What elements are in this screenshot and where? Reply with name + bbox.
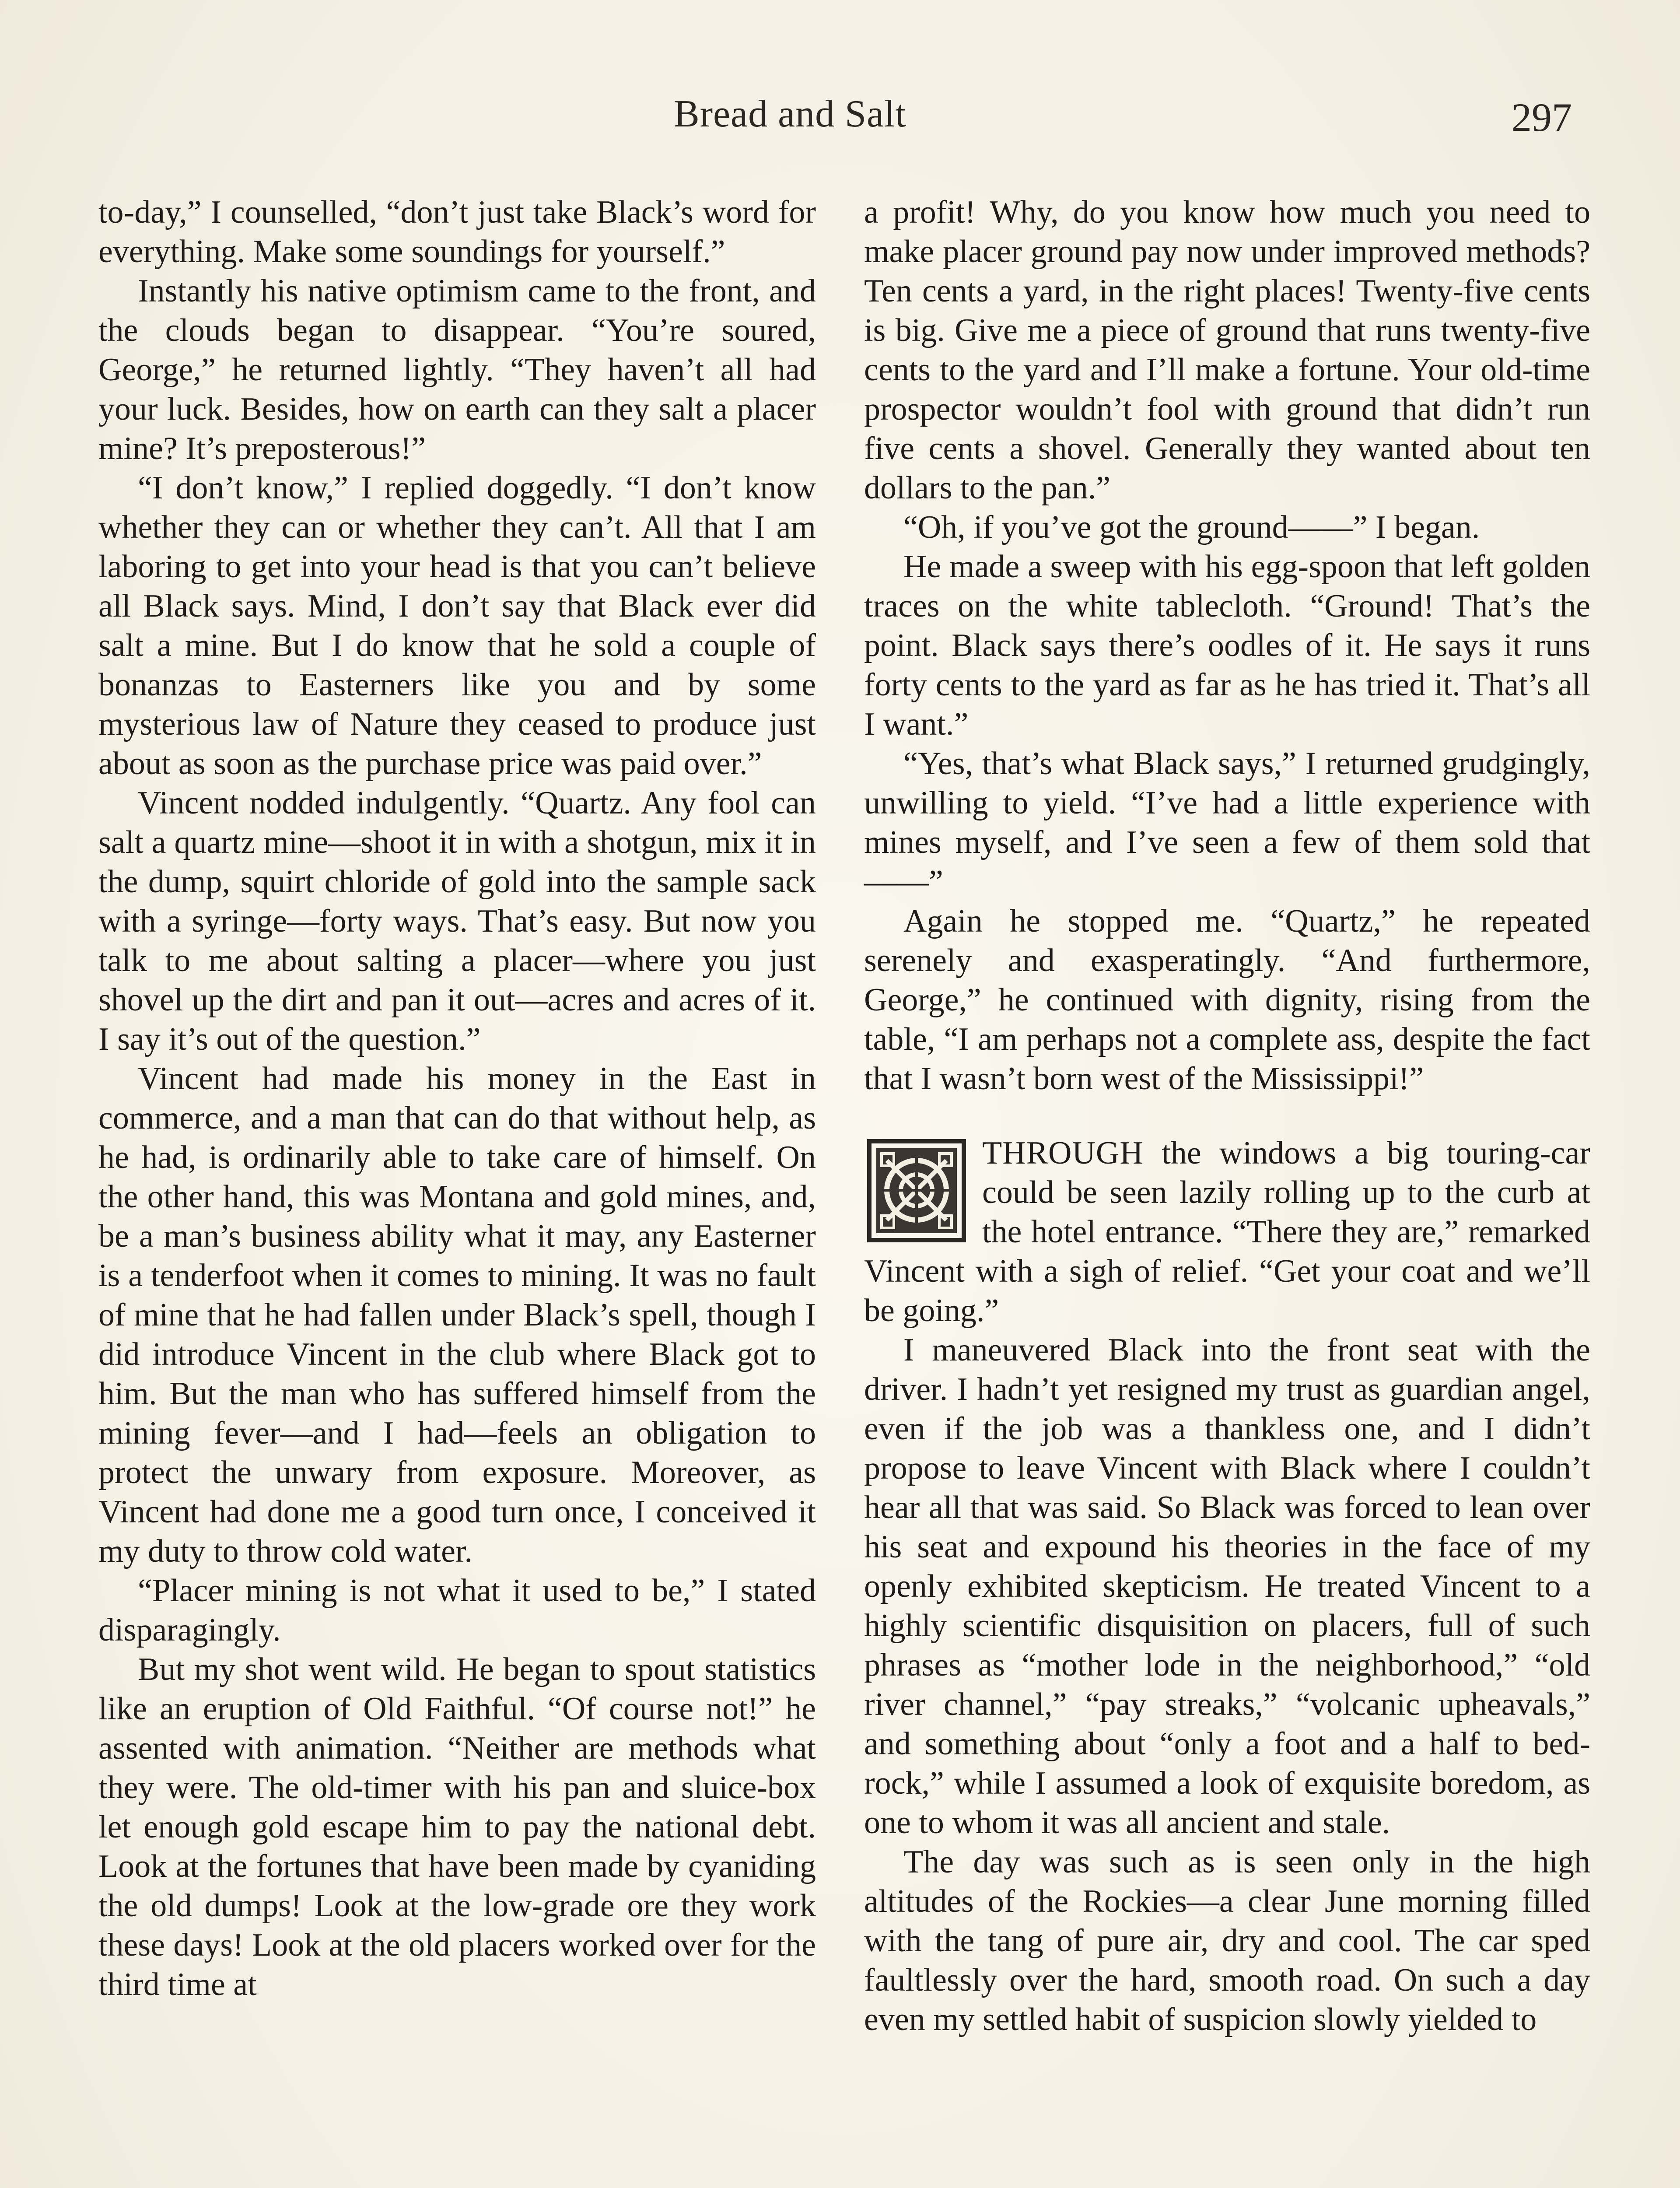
paragraph: Vincent had made his money in the East in commerce, and a man that can do that without help, as he had, is ordinarily able to take care of himself. On the other hand, this was Montana and gold mines, and, be a man’s business ability what it may, any Easterner is a tenderfoot when it comes to mining. It was no fault of mine that he had fallen under Black’s spell, though I did introduce Vincent in the club where Black got to him. But the man who has suffered himself from the mining fever—and I had—feels an obligation to protect the unwary from exposure. Moreover, as Vincent had done me a good turn once, I conceived it my duty to throw cold water. (98, 1061, 816, 1569)
section-opening (864, 1133, 1590, 1330)
right-column (864, 193, 1590, 2039)
paragraph: He made a sweep with his egg-spoon that left golden traces on the white tablecloth. “Ground! That’s the point. Black says there’s oodles of it. He says it runs forty cents to the yard as far as he has tried it. That’s all I want.” (864, 549, 1590, 742)
celtic-knot-ornament-icon (864, 1136, 969, 1245)
paragraph: “Placer mining is not what it used to be,” I stated disparagingly. (98, 1573, 816, 1648)
paragraph: But my shot went wild. He began to spout statistics like an eruption of Old Faithful. “Of course not!” he assented with animation. “Neither are methods what they were. The old-timer with his pan and sluice-box let enough gold escape him to pay the national debt. Look at the fortunes that have been made by cyaniding the old dumps! Look at the low-grade ore they work these days! Look at the old placers worked over for the third time at (98, 1652, 816, 2002)
section-break (864, 1098, 1590, 1133)
paragraph: a profit! Why, do you know how much you need to make placer ground pay now under improved methods? Ten cents a yard, in the right places! Twenty-five cents is big. Give me a piece of ground that runs twenty-five cents to the yard and I’ll make a fortune. Your old-time prospector wouldn’t fool with ground that didn’t run five cents a shovel. Generally they wanted about ten dollars to the pan.” (864, 194, 1590, 506)
paragraph: “Oh, if you’ve got the ground——” I began. (903, 509, 1480, 545)
paragraph: I maneuvered Black into the front seat with the driver. I hadn’t yet resigned my trust as guardian angel, even if the job was a thankless one, and I didn’t propose to leave Vincent with Black where I couldn’t hear all that was said. So Black was forced to lean over his seat and expound his theories in the face of my openly exhibited skepticism. He treated Vincent to a highly scientific disquisition on placers, full of such phrases as “mother lode in the neighborhood,” “old river channel,” “pay streaks,” “volcanic upheavals,” and something about “only a foot and a half to bed-rock,” while I assumed a look of exquisite boredom, as one to whom it was all ancient and stale. (864, 1332, 1590, 1841)
section-first-paragraph (864, 1133, 1590, 1330)
paragraph: The day was such as is seen only in the high altitudes of the Rockies—a clear June morning filled with the tang of pure air, dry and cool. The car sped faultlessly over the hard, smooth road. On such a day even my settled habit of suspicion slowly yielded to (864, 1844, 1590, 2037)
paragraph: “I don’t know,” I replied doggedly. “I don’t know whether they can or whether they can’t. All that I am laboring to get into your head is that you can’t believe all Black says. Mind, I don’t say that Black ever did salt a mine. But I do know that he sold a couple of bonanzas to Easterners like you and by some mysterious law of Nature they ceased to produce just about as soon as the purchase price was paid over.” (98, 470, 816, 782)
page-number: 297 (1512, 95, 1572, 140)
section-first-paragraph-text: the windows a big touring-car could be seen lazily rolling up to the curb at the hotel entrance. “There they are,” remarked Vincent with a sigh of relief. “Get your coat and we’ll be going.” (864, 1135, 1590, 1329)
paragraph: “Yes, that’s what Black says,” I returned grudgingly, unwilling to yield. “I’ve had a little experience with mines myself, and I’ve seen a few of them sold that——” (864, 746, 1590, 900)
running-title: Bread and Salt (674, 93, 907, 135)
section-first-word: THROUGH (982, 1135, 1144, 1171)
paragraph: Again he stopped me. “Quartz,” he repeated serenely and exasperatingly. “And furthermore, George,” he continued with dignity, rising from the table, “I am perhaps not a complete ass, despite the fact that I wasn’t born west of the Mississippi!” (864, 903, 1590, 1097)
paragraph: Instantly his native optimism came to the front, and the clouds began to disappear. “You’re soured, George,” he returned lightly. “They haven’t all had your luck. Besides, how on earth can they salt a placer mine? It’s preposterous!” (98, 273, 816, 466)
paragraph: Vincent nodded indulgently. “Quartz. Any fool can salt a quartz mine—shoot it in with a shotgun, mix it in the dump, squirt chloride of gold into the sample sack with a syringe—forty ways. That’s easy. But now you talk to me about salting a placer—where you just shovel up the dirt and pan it out—acres and acres of it. I say it’s out of the question.” (98, 785, 816, 1057)
left-column (98, 193, 816, 2004)
paragraph: to-day,” I counselled, “don’t just take Black’s word for everything. Make some soundings for yourself.” (98, 194, 816, 270)
